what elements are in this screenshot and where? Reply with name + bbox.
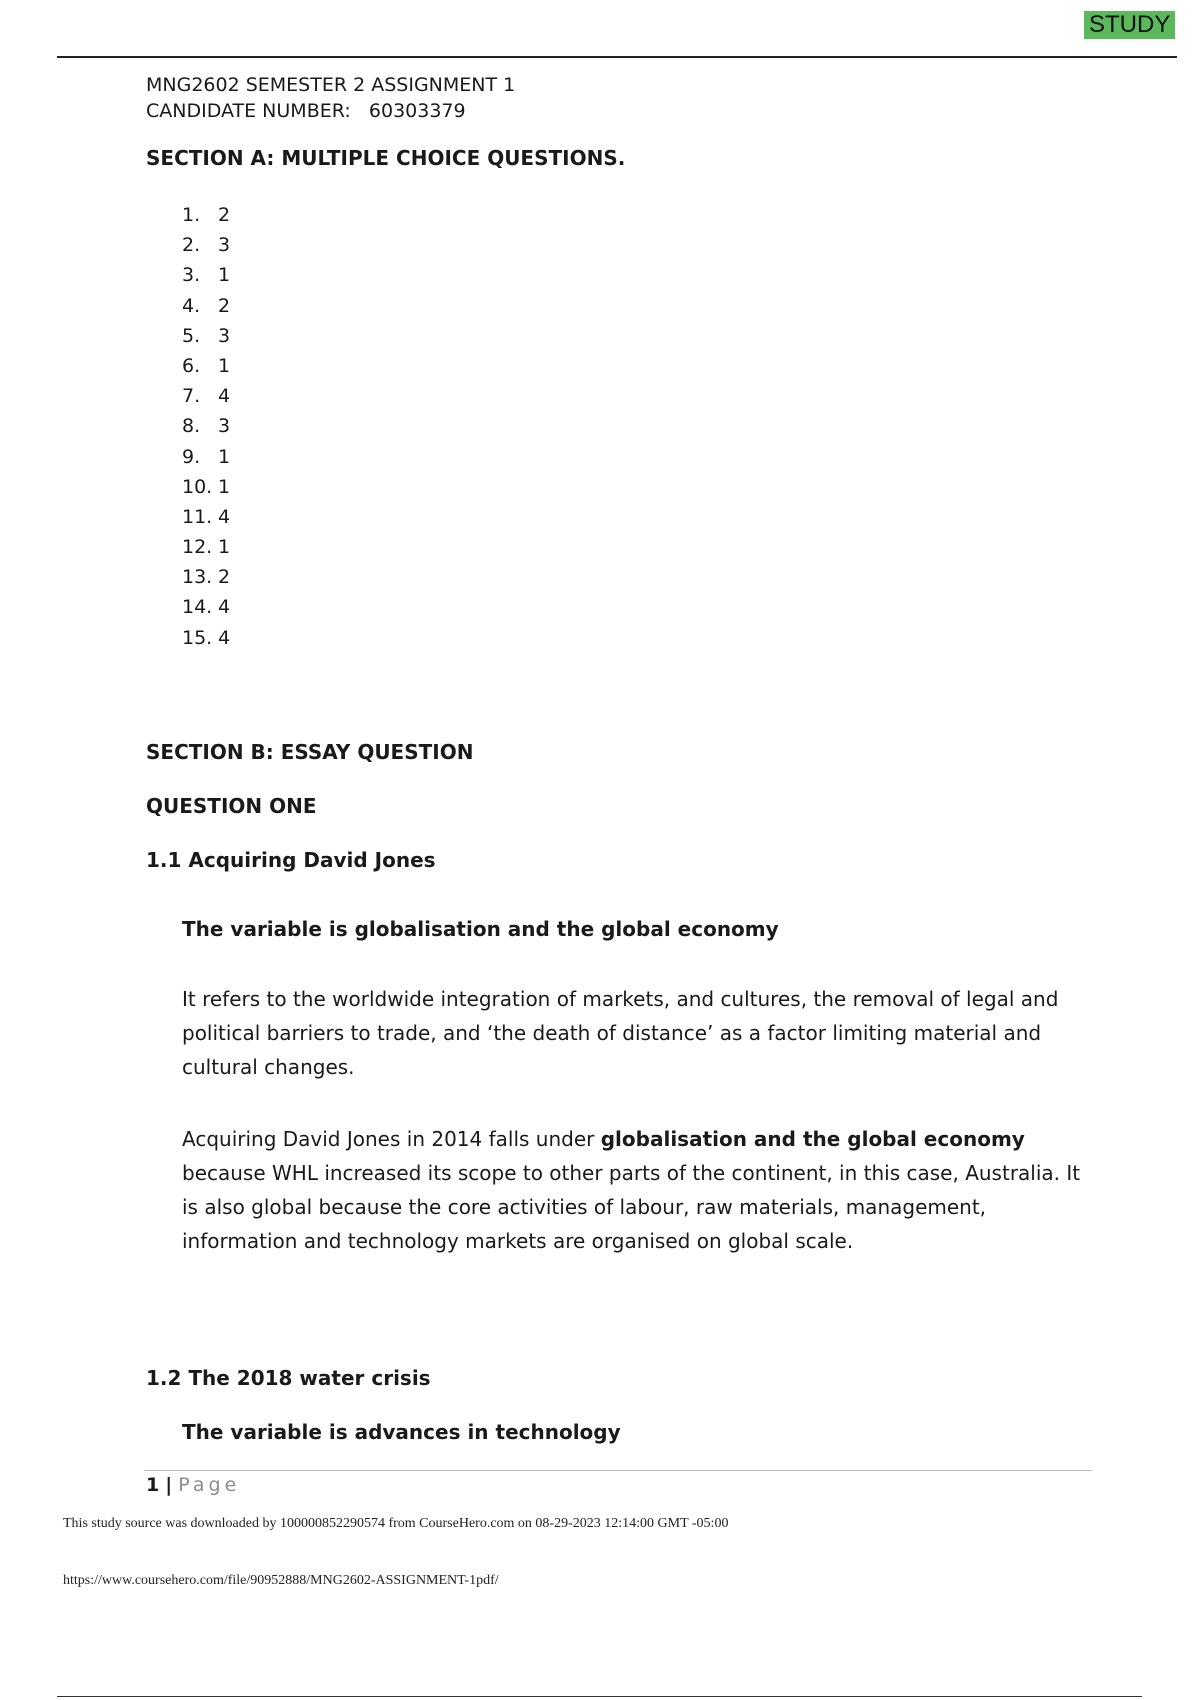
mcq-answer-value: 2 [218,294,231,317]
mcq-answer-value: 2 [218,566,231,589]
mcq-answer-value: 3 [218,324,231,347]
page-text: Page [178,1474,241,1496]
mcq-question-number: 11. [182,505,213,528]
mcq-answer-item [182,351,230,381]
mcq-answer-value: 4 [218,385,231,408]
mcq-question-number: 3. [182,264,201,287]
mcq-question-number: 2. [182,234,201,257]
mcq-answer-item [182,623,230,653]
source-url[interactable]: https://www.coursehero.com/file/90952888/MNG2602-ASSIGNMENT-1pdf/ [63,1573,499,1588]
mcq-answer-value: 1 [218,536,231,559]
mcq-question-number: 15. [182,626,213,649]
q11-title: 1.1 Acquiring David Jones [146,848,436,872]
mcq-question-number: 10. [182,475,213,498]
section-b-heading: SECTION B: ESSAY QUESTION [146,740,474,764]
mcq-answer-value: 3 [218,234,231,257]
mcq-answer-item [182,442,230,472]
mcq-answer-item [182,411,230,441]
mcq-answer-item [182,291,230,321]
mcq-question-number: 8. [182,415,201,438]
q12-title: 1.2 The 2018 water crisis [146,1366,431,1390]
q11-paragraph-2-end: because WHL increased its scope to other parts of the continent, in this case, Australia. It is also global because the core activities of labour, raw materials, management, information and technology markets are organised on global scale. [182,1161,1081,1253]
q11-paragraph-2-bold: globalisation and the global economy [600,1127,1025,1151]
mcq-answer-item [182,532,230,562]
q11-paragraph-1: It refers to the worldwide integration of markets, and cultures, the removal of legal and political barriers to trade, and ‘the death of distance’ as a factor limiting material and cultural changes. [182,987,1059,1079]
mcq-question-number: 7. [182,385,201,408]
section-a-heading: SECTION A: MULTIPLE CHOICE QUESTIONS. [146,146,626,170]
document-body [146,72,1086,1444]
mcq-answer-value: 4 [218,626,231,649]
mcq-answer-list [182,200,230,653]
mcq-answer-value: 1 [218,475,231,498]
mcq-answer-value: 1 [218,354,231,377]
mcq-question-number: 9. [182,445,201,468]
study-badge: STUDY [1084,11,1175,39]
candidate-number-line [146,98,1086,124]
mcq-answer-value: 4 [218,596,231,619]
mcq-answer-value: 1 [218,445,231,468]
mcq-answer-item [182,230,230,260]
candidate-number-value: 60303379 [368,100,466,122]
mcq-question-number: 14. [182,596,213,619]
q11-paragraph-2 [182,1122,1082,1258]
assignment-title: MNG2602 SEMESTER 2 ASSIGNMENT 1 [146,74,516,96]
mcq-answer-item [182,592,230,622]
q11-variable: The variable is globalisation and the global economy [182,917,779,941]
page-number-label [146,1474,240,1496]
mcq-question-number: 5. [182,324,201,347]
question-one-heading: QUESTION ONE [146,794,317,818]
mcq-answer-item [182,562,230,592]
page-number: 1 [146,1474,160,1496]
footer-divider [144,1470,1092,1471]
mcq-answer-item [182,381,230,411]
mcq-answer-item [182,472,230,502]
bottom-divider [57,1696,1142,1697]
mcq-question-number: 13. [182,566,213,589]
mcq-answer-item [182,502,230,532]
download-source-note: This study source was downloaded by 100000852290574 from CourseHero.com on 08-29-2023 12:14:00 GMT -05:00 [63,1516,729,1531]
mcq-question-number: 4. [182,294,201,317]
mcq-question-number: 12. [182,536,213,559]
page-separator: | [165,1474,173,1496]
mcq-question-number: 6. [182,354,201,377]
candidate-number-label: CANDIDATE NUMBER: [146,100,351,122]
mcq-answer-value: 1 [218,264,231,287]
mcq-answer-item [182,200,230,230]
mcq-answer-value: 3 [218,415,231,438]
mcq-answer-value: 4 [218,505,231,528]
q11-paragraph-2-start: Acquiring David Jones in 2014 falls under [182,1127,601,1151]
mcq-answer-item [182,260,230,290]
top-divider [57,56,1177,58]
mcq-answer-item [182,321,230,351]
q12-variable: The variable is advances in technology [182,1420,621,1444]
mcq-question-number: 1. [182,204,201,226]
mcq-answer-value: 2 [218,204,231,226]
